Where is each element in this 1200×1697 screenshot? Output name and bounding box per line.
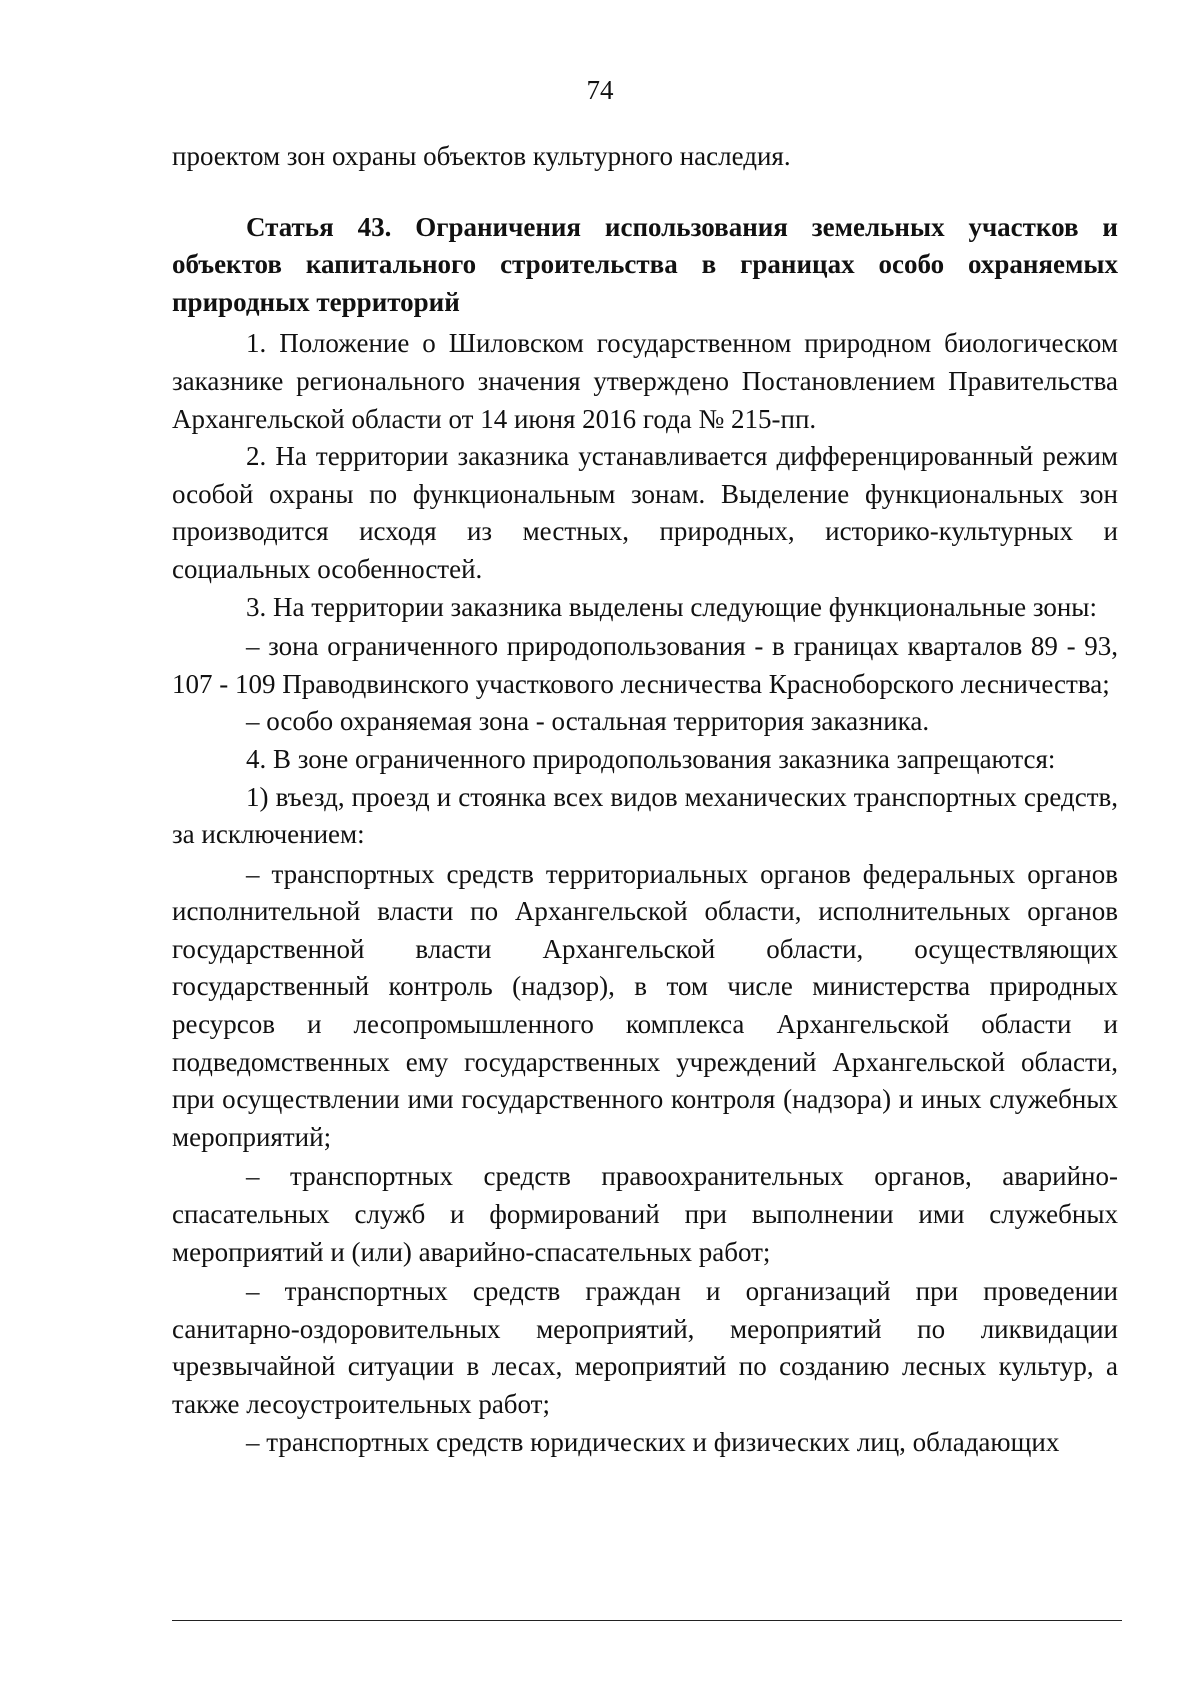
list-item-exception-authorities: – транспортных средств территориальных органов федеральных органов исполнительной власти по Архангельской области, исполнительных органов государственной власти Архангельской области, осуществляющих государственный контроль (надзор), в том числе министерства природных ресурсов и лесопромышленного комплекса Архангельской области и подведомственных ему государственных учреждений Архангельской области, при осуществлении ими государственного контроля (надзора) и иных служебных мероприятий; (172, 858, 1118, 1152)
footer-divider (172, 1620, 1122, 1621)
list-item-zone-protected: – особо охраняемая зона - остальная территория заказника. (246, 706, 930, 737)
paragraph-1: 1. Положение о Шиловском государственном природном биологическом заказнике регионального значения утверждено Постановлением Правительства Архангельской области от 14 июня 2016 года № 215-пп. (172, 328, 1118, 434)
lead-text: проектом зон охраны объектов культурного наследия. (172, 141, 791, 171)
article-title: Статья 43. Ограничения использования земельных участков и объектов капитального строительства в границах особо охраняемых природных территорий (172, 211, 1118, 317)
list-item-exception-legal-entities: – транспортных средств юридических и физических лиц, обладающих (246, 1426, 1060, 1457)
list-item-zone-limited: – зона ограниченного природопользования - в границах кварталов 89 - 93, 107 - 109 Праводвинского участкового лесничества Красноборского лесничества; (172, 631, 1118, 699)
list-item-exception-emergency: – транспортных средств правоохранительных органов, аварийно-спасательных служб и формирований при выполнении ими служебных мероприятий и (или) аварийно-спасательных работ; (172, 1161, 1118, 1267)
paragraph-3: 3. На территории заказника выделены следующие функциональные зоны: (246, 591, 1097, 622)
document-body (172, 138, 1118, 1461)
paragraph-2: 2. На территории заказника устанавливается дифференцированный режим особой охраны по функциональным зонам. Выделение функциональных зон производится исходя из местных, природных, историко-культурных и социальных особенностей. (172, 441, 1118, 584)
paragraph-4: 4. В зоне ограниченного природопользования заказника запрещаются: (246, 743, 1056, 774)
list-item-exception-forestry: – транспортных средств граждан и организаций при проведении санитарно-оздоровительных мероприятий, мероприятий по ликвидации чрезвычайной ситуации в лесах, мероприятий по созданию лесных культур, а также лесоустроительных работ; (172, 1276, 1118, 1419)
paragraph-4-item-1: 1) въезд, проезд и стоянка всех видов механических транспортных средств, за исключением: (172, 781, 1118, 850)
page-number: 74 (586, 75, 614, 105)
